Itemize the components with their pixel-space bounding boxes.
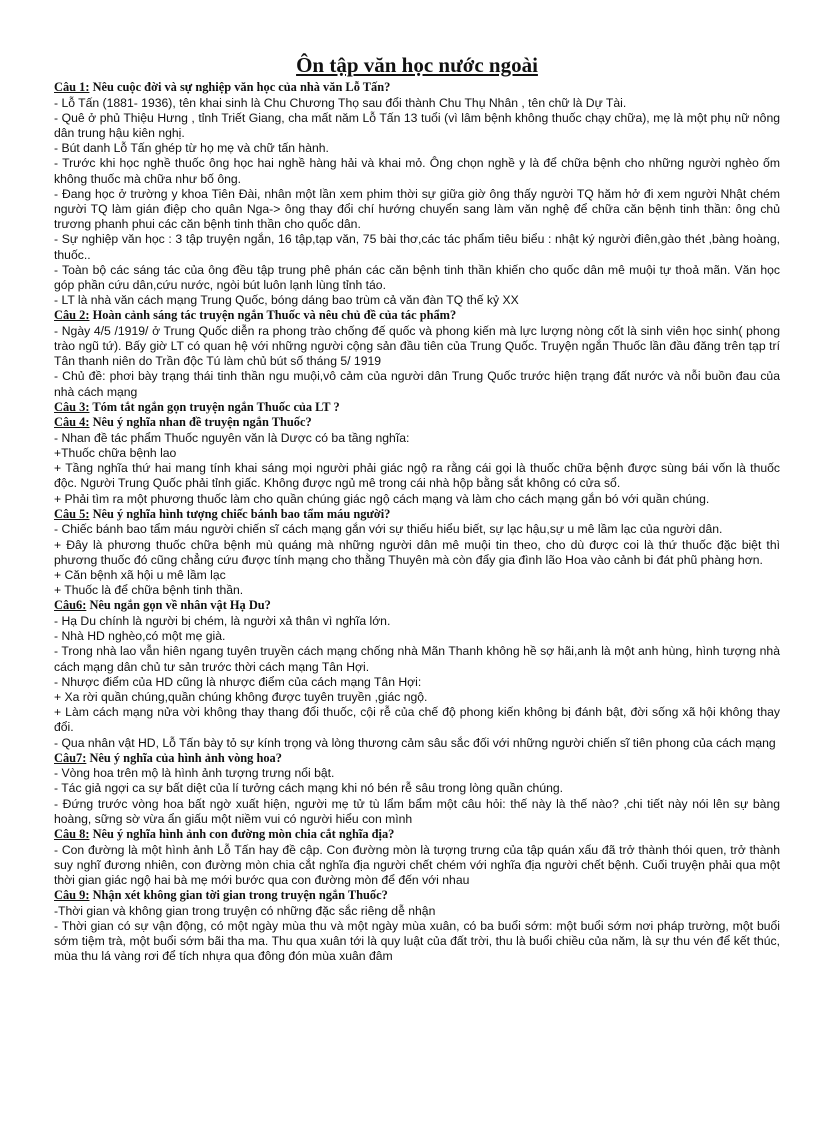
question-label: Câu 4: (54, 415, 90, 430)
question-block (54, 751, 780, 827)
question-text: Tóm tắt ngắn gọn truyện ngắn Thuốc của LT ? (89, 399, 340, 414)
answer-paragraph: - Lỗ Tấn (1881- 1936), tên khai sinh là Chu Chương Thọ sau đổi thành Chu Thụ Nhân , tên chữ là Dự Tài. (54, 95, 627, 110)
answer-paragraph: - Nhan đề tác phẩm Thuốc nguyên văn là Dược có ba tầng nghĩa: (54, 430, 410, 445)
answer-paragraph: + Tầng nghĩa thứ hai mang tính khai sáng mọi người phải giác ngộ ra rằng cái gọi là thuốc chữa bệnh được sùng bái vốn là thuốc độc. Người Trung Quốc phải tỉnh giấc. Không được ngủ mê trong cái nhà hộp bằng sắt không có cửa sổ. (54, 461, 780, 491)
question-heading (54, 80, 780, 96)
question-label: Câu6: (54, 598, 87, 613)
answer-paragraph: + Xa rời quần chúng,quần chúng không được tuyên truyền ,giác ngộ. (54, 689, 428, 704)
question-block (54, 827, 780, 888)
document-title: Ôn tập văn học nước ngoài (296, 53, 538, 77)
answer-paragraph: - Vòng hoa trên mộ là hình ảnh tượng trưng nổi bật. (54, 766, 335, 781)
question-text: Nêu ý nghĩa hình tượng chiếc bánh bao tẩm máu người? (89, 506, 391, 521)
question-label: Câu 3: (54, 399, 90, 414)
answer-paragraph: - Trước khi học nghề thuốc ông học hai nghề hàng hải và khai mỏ. Ông chọn nghề y là để chữa bệnh cho những người nghèo ốm không thuốc mà chữa như bố ông. (54, 156, 780, 186)
answer-paragraph: - Chiếc bánh bao tẩm máu người chiến sĩ cách mạng gắn với sự thiếu hiểu biết, sự lạc hậu,sự u mê lầm lạc của người dân. (54, 522, 723, 537)
answer-paragraph: - LT là nhà văn cách mạng Trung Quốc, bóng dáng bao trùm cả văn đàn TQ thế kỷ XX (54, 293, 519, 308)
question-label: Câu 8: (54, 827, 90, 842)
question-block (54, 598, 780, 750)
answer-paragraph: - Hạ Du chính là người bị chém, là người xả thân vì nghĩa lớn. (54, 613, 391, 628)
answer-paragraph: + Thuốc là để chữa bệnh tinh thần. (54, 583, 244, 598)
question-label: Câu 1: (54, 80, 90, 94)
answer-paragraph: -Thời gian và không gian trong truyện có những đặc sắc riêng dễ nhận (54, 903, 436, 918)
question-block (54, 80, 780, 308)
answer-paragraph: - Thời gian có sự vận động, có một ngày mùa thu và một ngày mùa xuân, có ba buổi sớm: một buổi sớm nơi pháp trường, một buổi sớm tiệm trà, một buổi sớm bãi tha ma. Thu qua xuân tới là quy luật của đất trời, thu là buổi chiều của năm, là sự thu vén để kết thúc, mùa thu lá vàng rơi để tích nhựa qua đông đón mùa xuân đâm (54, 918, 780, 964)
question-heading (54, 827, 780, 843)
question-heading (54, 400, 780, 416)
question-text: Nhận xét không gian tời gian trong truyện ngắn Thuốc? (89, 888, 388, 903)
answer-paragraph: + Làm cách mạng nửa vời không thay thang đổi thuốc, cội rễ của chế độ phong kiến không bị đánh bật, đời sống xã hội không thay đổi. (54, 705, 780, 735)
answer-paragraph: - Qua nhân vật HD, Lỗ Tấn bày tỏ sự kính trọng và lòng thương cảm sâu sắc đối với những người chiến sĩ tiên phong của cách mạng (54, 735, 776, 750)
answer-paragraph: - Con đường là một hình ảnh Lỗ Tấn hay đề cập. Con đường mòn là tượng trưng của tập quán xấu đã trở thành thói quen, trở thành suy nghĩ đương nhiên, con đường mòn chia cắt nghĩa địa người chết chém với nghĩa địa người chết bệnh. Cuối truyện phải qua một thời gian giác ngộ hai bà mẹ mới bước qua con đường mòn để đến với nhau (54, 842, 780, 887)
question-heading (54, 415, 780, 431)
question-label: Câu7: (54, 750, 87, 765)
answer-paragraph: - Toàn bộ các sáng tác của ông đều tập trung phê phán các căn bệnh tinh thần khiến cho quốc dân mê muội tự thoả mãn. Văn học góp phần cứu dân,cứu nước, ngòi bút luôn lạnh lùng tỉnh táo. (54, 262, 780, 292)
document-page (54, 52, 780, 964)
answer-paragraph: +Thuốc chữa bệnh lao (54, 446, 177, 461)
answer-paragraph: - Tác giả ngợi ca sự bất diệt của lí tưởng cách mạng khi nó bén rễ sâu trong lòng quần chúng. (54, 781, 564, 796)
question-heading (54, 308, 780, 324)
question-block (54, 507, 780, 599)
answer-paragraph: - Nhược điểm của HD cũng là nhược điểm của cách mạng Tân Hợi: (54, 674, 422, 689)
question-text: Nêu ý nghĩa hình ảnh con đường mòn chia cắt nghĩa địa? (89, 827, 395, 842)
question-heading (54, 751, 780, 767)
question-text: Nêu cuộc đời và sự nghiệp văn học của nhà văn Lỗ Tấn? (89, 80, 391, 94)
question-text: Nêu ý nghĩa của hình ảnh vòng hoa? (86, 750, 282, 765)
question-text: Nêu ngắn gọn về nhân vật Hạ Du? (86, 598, 271, 613)
answer-paragraph: - Đang học ở trường y khoa Tiên Đài, nhân một lần xem phim thời sự giữa giờ ông thấy người TQ hăm hở đi xem người Nhật chém người TQ làm gián điệp cho quân Nga-> ông thay đổi chí hướng chuyển sang làm văn nghệ để chữa căn bệnh tinh thần: ông chủ trương phanh phui các căn bệnh tinh thần cho quốc dân. (54, 186, 780, 232)
question-block (54, 400, 780, 416)
answer-paragraph: + Căn bệnh xã hội u mê lầm lạc (54, 567, 226, 582)
answer-paragraph: + Phải tìm ra một phương thuốc làm cho quần chúng giác ngộ cách mạng và làm cho cách mạng gắn bó với quần chúng. (54, 491, 710, 506)
question-text: Nêu ý nghĩa nhan đề truyện ngắn Thuốc? (89, 415, 312, 430)
question-heading (54, 598, 780, 614)
section-list (54, 80, 780, 964)
question-heading (54, 507, 780, 523)
question-block (54, 308, 780, 400)
answer-paragraph: - Đứng trước vòng hoa bất ngờ xuất hiện, người mẹ tử tù lẩm bẩm một câu hỏi: thế này là thế nào? ,chi tiết này nói lên sự bàng hoàng, sững sờ vừa ẩn giấu một niềm vui có người hiểu con mình (54, 796, 780, 826)
answer-paragraph: - Sự nghiệp văn học : 3 tập truyện ngắn, 16 tập,tạp văn, 75 bài thơ,các tác phẩm tiêu biểu : nhật ký người điên,gào thét ,bàng hoàng, thuốc.. (54, 232, 780, 262)
answer-paragraph: - Trong nhà lao vẫn hiên ngang tuyên truyền cách mạng chống nhà Mãn Thanh không hề sợ hãi,anh là một anh hùng, hình tượng nhà cách mạng dân chủ tư sản trước thời cách mạng Tân Hợi. (54, 644, 780, 674)
question-block (54, 415, 780, 507)
question-heading (54, 888, 780, 904)
answer-paragraph: - Ngày 4/5 /1919/ ở Trung Quốc diễn ra phong trào chống đế quốc và phong kiến mà lực lượng nòng cốt là sinh viên học sinh( phong trào ngũ tứ). Bấy giờ LT có quan hệ với những người cộng sản đầu tiên của Trung Quốc. Truyện ngắn Thuốc lần đầu đăng trên tạp trí Tân thanh niên do Trần độc Tú làm chủ bút số tháng 5/ 1919 (54, 323, 780, 369)
question-label: Câu 5: (54, 506, 90, 521)
answer-paragraph: - Nhà HD nghèo,có một mẹ già. (54, 629, 226, 644)
answer-paragraph: - Bút danh Lỗ Tấn ghép từ họ mẹ và chữ tấn hành. (54, 141, 329, 156)
question-text: Hoàn cảnh sáng tác truyện ngắn Thuốc và nêu chủ đề của tác phẩm? (89, 308, 457, 323)
answer-paragraph: + Đây là phương thuốc chữa bệnh mù quáng mà những người dân mê muội tin theo, cho dù được coi là thứ thuốc đặc biệt thì phương thuốc đó cũng chẳng cứu được tính mạng cho thằng Thuyên mà còn đẩy gia đình lão Hoa vào cảnh bi đát phũ phàng hơn. (54, 537, 780, 567)
question-label: Câu 2: (54, 308, 90, 323)
question-block (54, 888, 780, 964)
answer-paragraph: - Chủ đề: phơi bày trạng thái tinh thần ngu muội,vô cảm của người dân Trung Quốc trước hiện trạng đất nước và nỗi buồn đau của nhà cách mạng (54, 369, 780, 399)
answer-paragraph: - Quê ở phủ Thiệu Hưng , tỉnh Triết Giang, cha mất năm Lỗ Tấn 13 tuổi (vì lâm bệnh không thuốc chạy chữa), mẹ là một phụ nữ nông dân trung hậu kiên nghị. (54, 110, 780, 140)
question-label: Câu 9: (54, 888, 90, 903)
